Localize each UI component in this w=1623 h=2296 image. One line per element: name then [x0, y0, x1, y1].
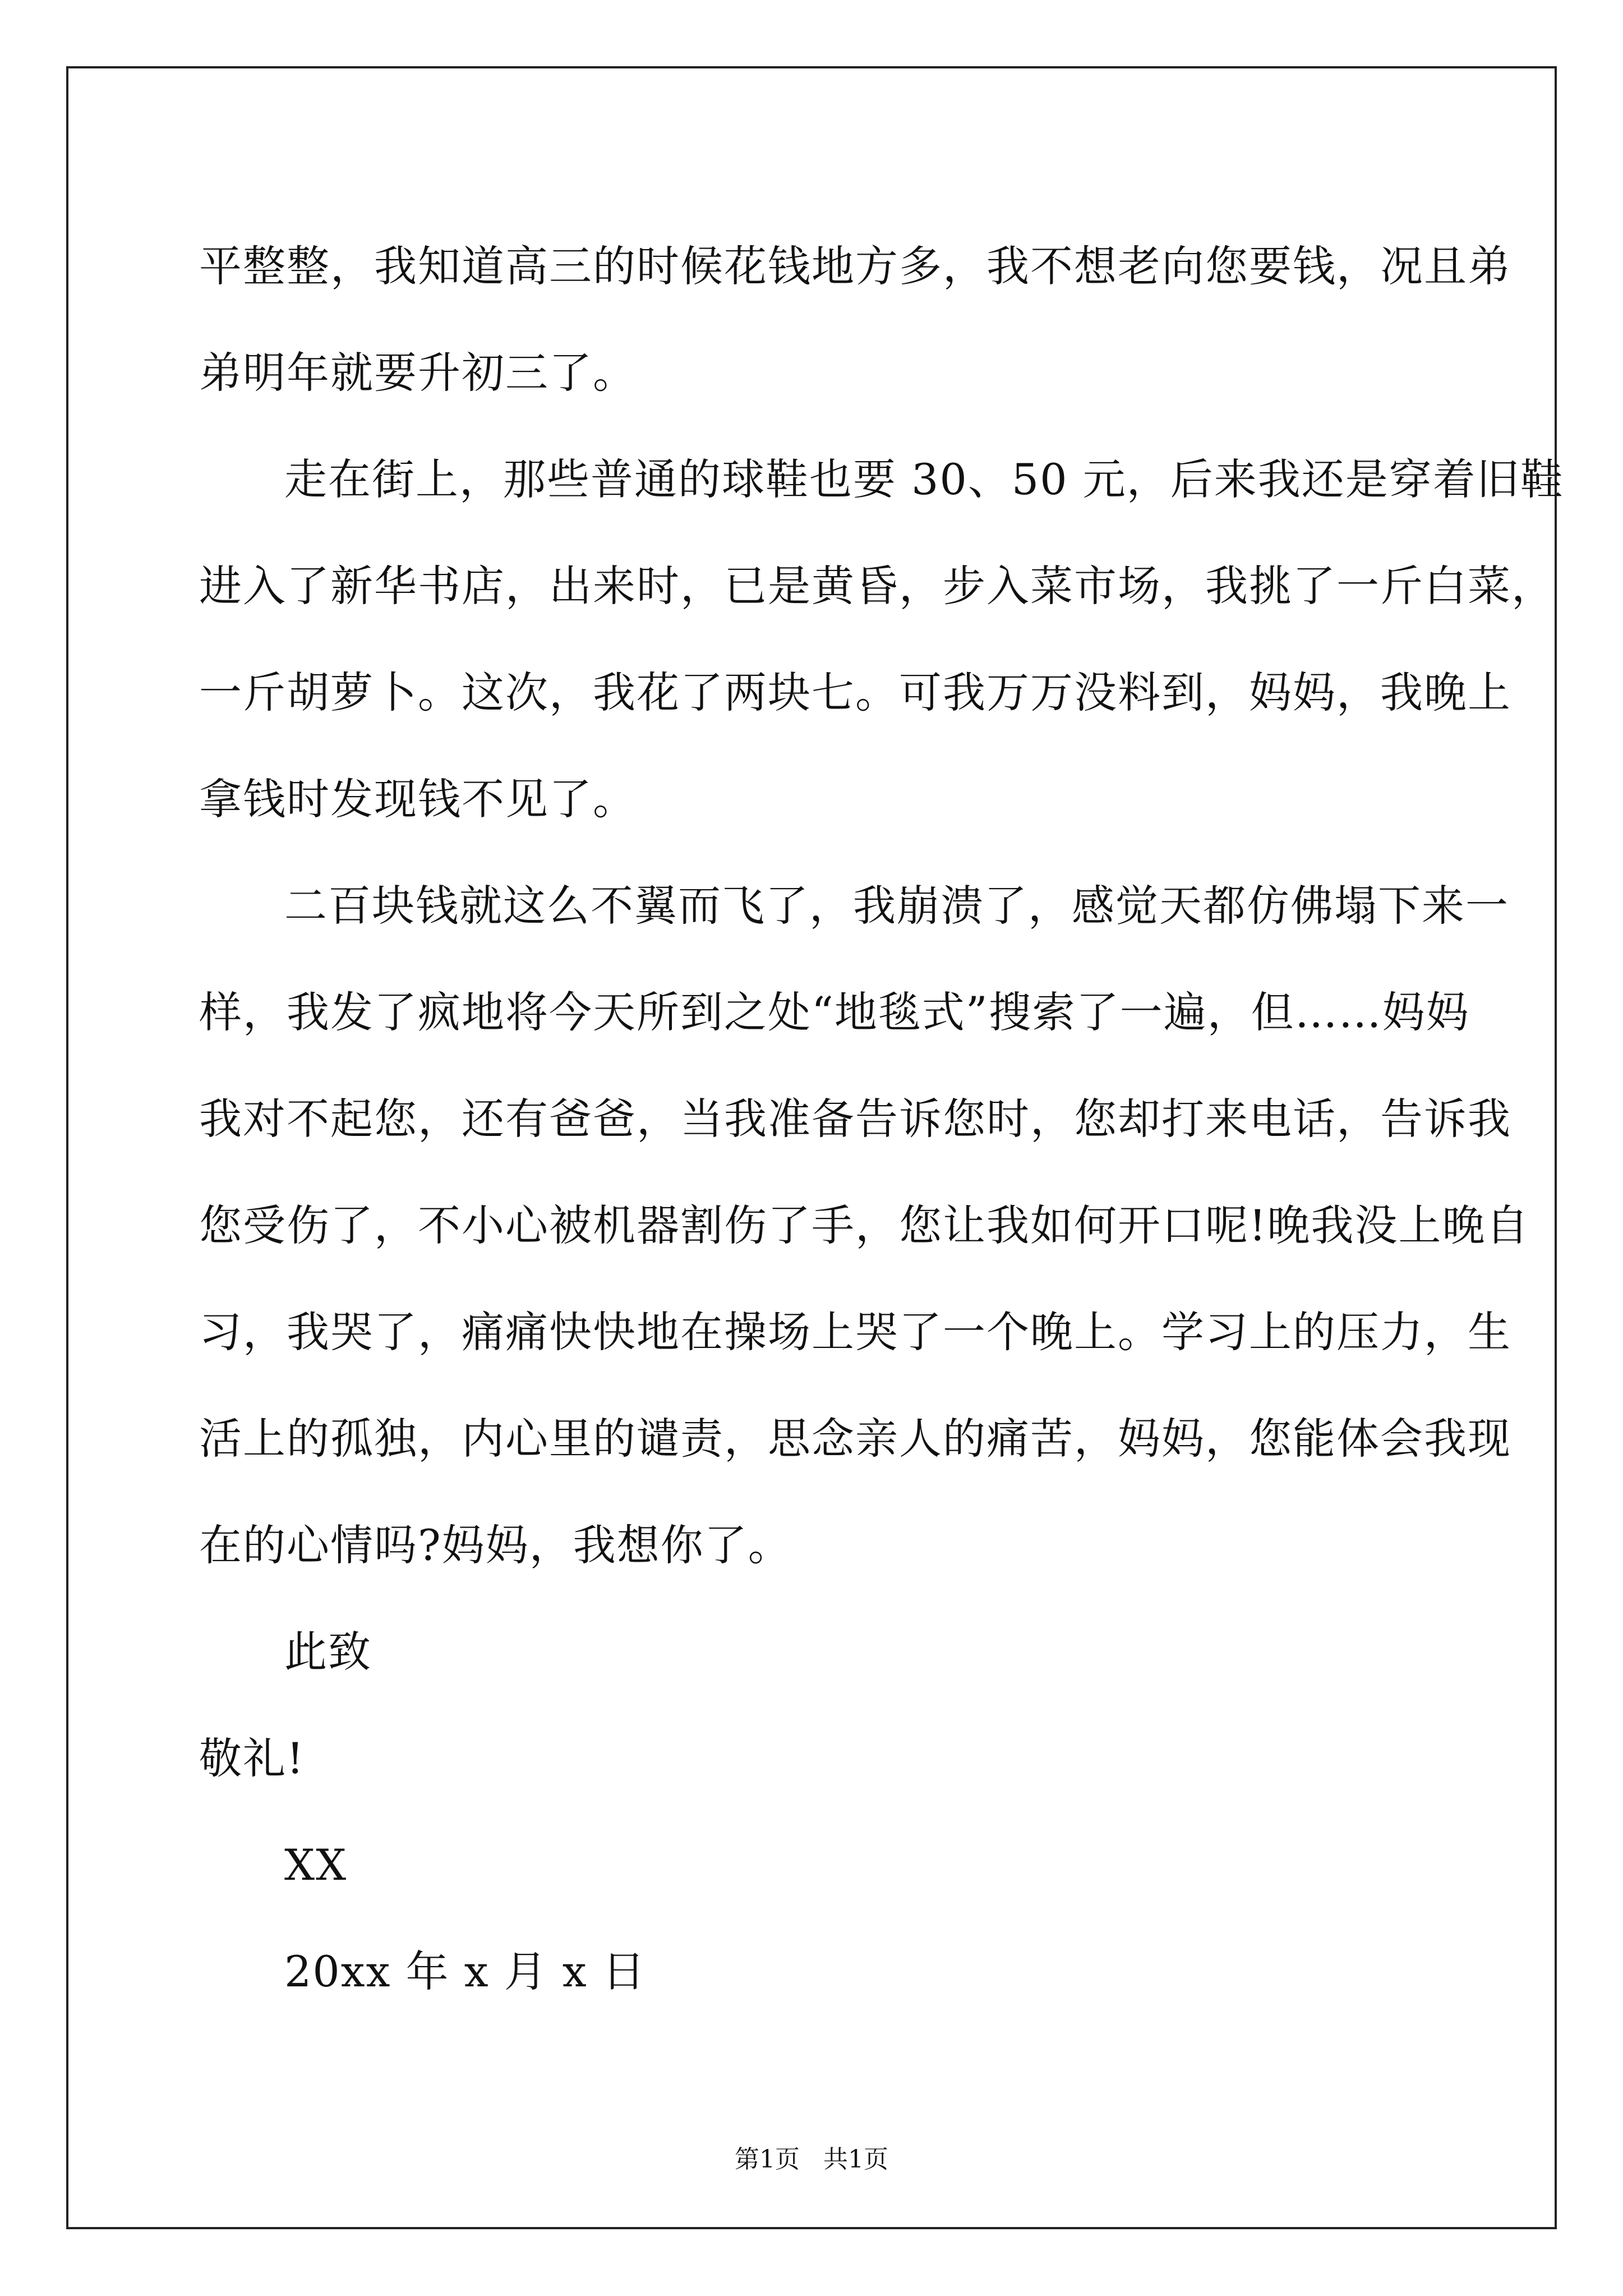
signature: XX: [284, 1840, 348, 1890]
text-line: 进入了新华书店，出来时，已是黄昏，步入菜市场，我挑了一斤白菜，: [199, 561, 1555, 611]
text-line: 我对不起您，还有爸爸，当我准备告诉您时，您却打来电话，告诉我: [199, 1094, 1511, 1144]
text-line: 在的心情吗?妈妈，我想你了。: [199, 1520, 792, 1570]
text-line: 弟明年就要升初三了。: [199, 348, 637, 398]
text-line: 习，我哭了，痛痛快快地在操场上哭了一个晚上。学习上的压力，生: [199, 1307, 1511, 1357]
date: 20xx 年 x 月 x 日: [284, 1947, 646, 1996]
text-line: 活上的孤独，内心里的谴责，思念亲人的痛苦，妈妈，您能体会我现: [199, 1414, 1511, 1464]
salutation: 敬礼!: [199, 1733, 305, 1783]
text-line: 走在街上，那些普通的球鞋也要 30、50 元，后来我还是穿着旧鞋: [284, 454, 1564, 504]
closing-phrase: 此致: [284, 1627, 372, 1677]
text-line: 一斤胡萝卜。这次，我花了两块七。可我万万没料到，妈妈，我晚上: [199, 668, 1511, 717]
page-footer: [0, 2143, 1623, 2177]
letter-body: [199, 213, 1564, 2025]
page-number: 第1页: [735, 2145, 800, 2174]
page-total: 共1页: [823, 2145, 888, 2174]
text-line: 样，我发了疯地将今天所到之处“地毯式”搜索了一遍，但……妈妈: [199, 987, 1470, 1037]
text-line: 平整整，我知道高三的时候花钱地方多，我不想老向您要钱，况且弟: [199, 241, 1511, 291]
text-line: 二百块钱就这么不翼而飞了，我崩溃了，感觉天都仿佛塌下来一: [284, 881, 1509, 931]
text-line: 您受伤了，不小心被机器割伤了手，您让我如何开口呢!晚我没上晚自: [199, 1200, 1530, 1250]
text-line: 拿钱时发现钱不见了。: [199, 774, 637, 824]
